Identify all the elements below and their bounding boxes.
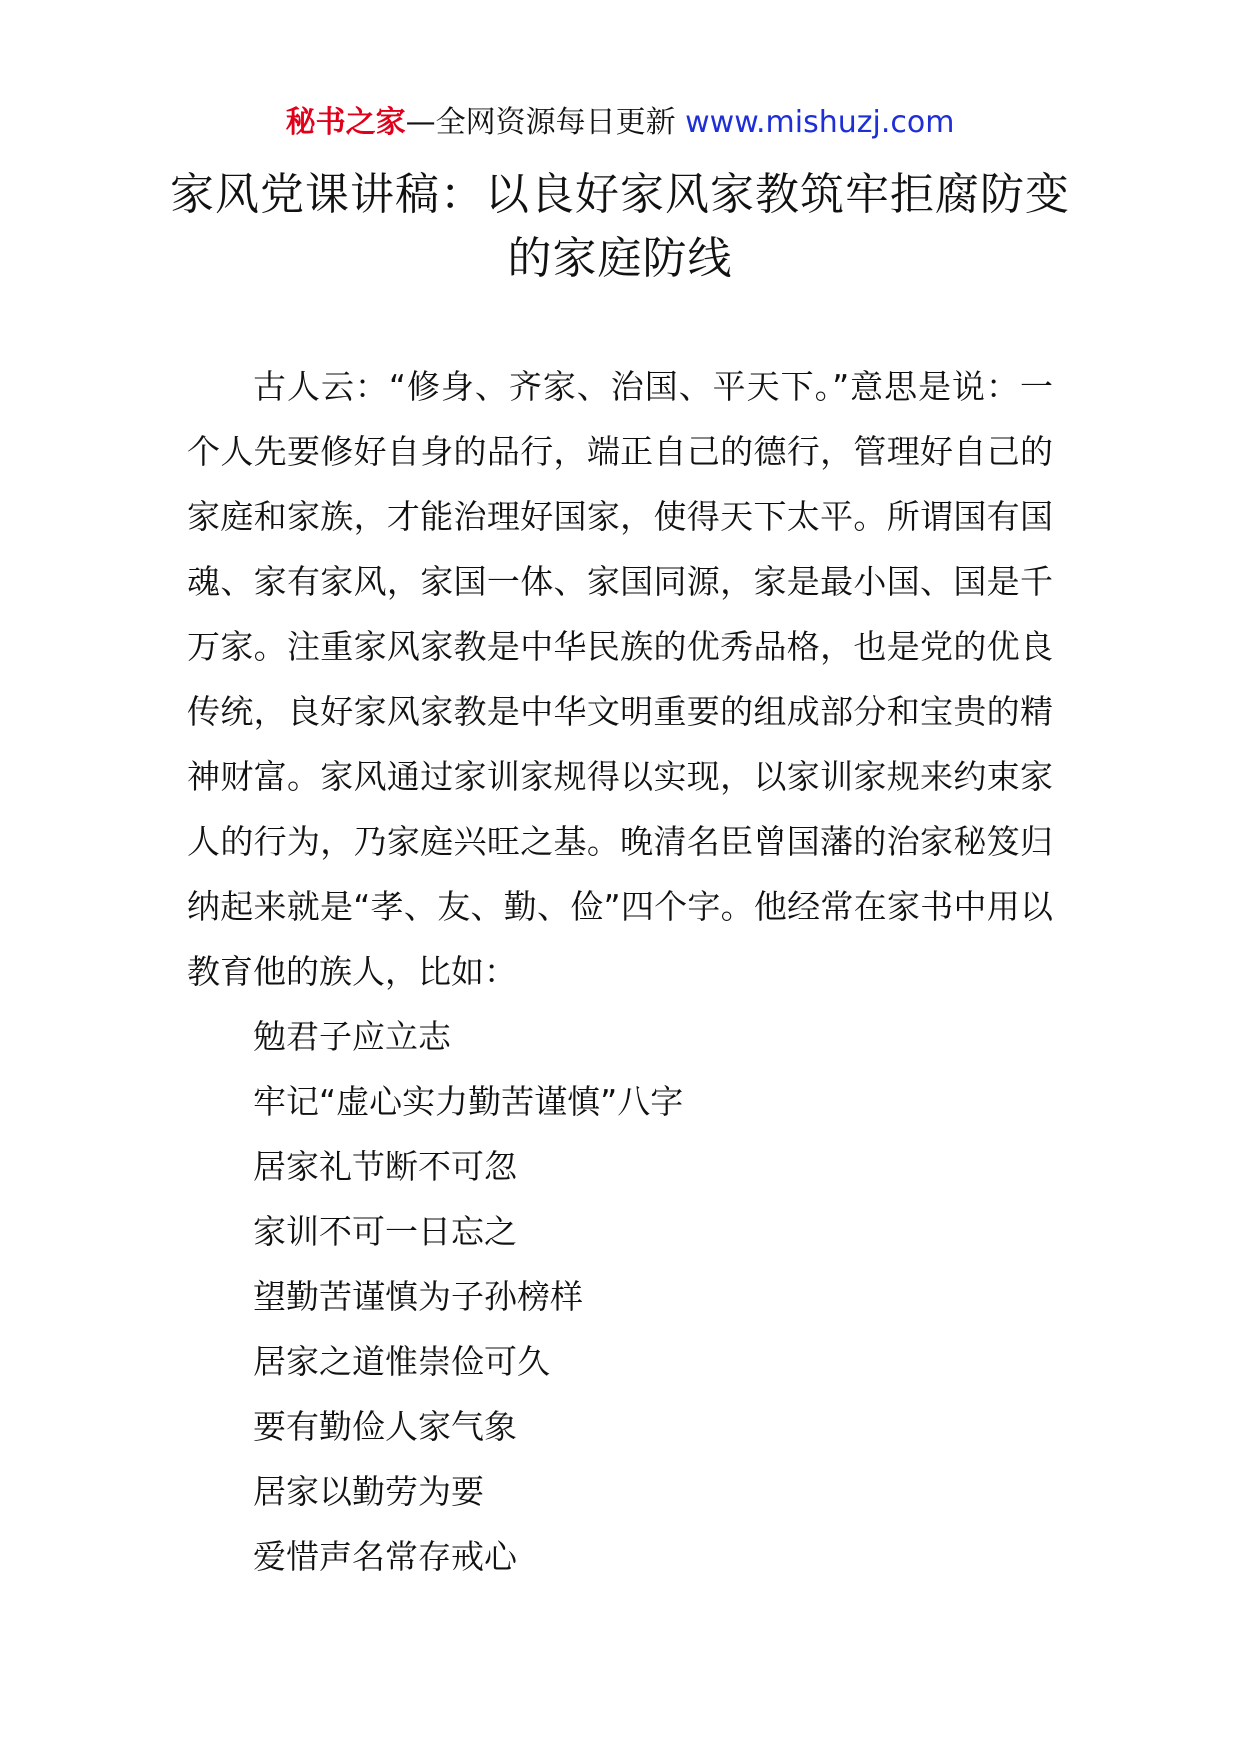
document-body (187, 354, 1053, 1589)
list-item: 要有勤俭人家气象 (253, 1407, 517, 1446)
document-title: 家风党课讲稿：以良好家风家教筑牢拒腐防变的家庭防线 (170, 169, 1070, 284)
list-item: 居家礼节断不可忽 (253, 1147, 517, 1186)
list-item: 家训不可一日忘之 (253, 1212, 517, 1251)
list-item: 牢记“虚心实力勤苦谨慎”八字 (253, 1082, 684, 1121)
site-url-link[interactable]: www.mishuzj.com (685, 105, 955, 140)
list-item: 居家之道惟崇俭可久 (253, 1342, 550, 1381)
site-header (0, 100, 1240, 146)
site-brand: 秘书之家 (285, 105, 406, 140)
list-item: 望勤苦谨慎为子孙榜样 (253, 1277, 583, 1316)
list-item: 居家以勤劳为要 (253, 1472, 484, 1511)
intro-paragraph: 古人云：“修身、齐家、治国、平天下。”意思是说：一个人先要修好自身的品行，端正自己的德行，管理好自己的家庭和家族，才能治理好国家，使得天下太平。所谓国有国魂、家有家风，家国一体、家国同源，家是最小国、国是千万家。注重家风家教是中华民族的优秀品格，也是党的优良传统，良好家风家教是中华文明重要的组成部分和宝贵的精神财富。家风通过家训家规得以实现，以家训家规来约束家人的行为，乃家庭兴旺之基。晚清名臣曾国藩的治家秘笈归纳起来就是“孝、友、勤、俭”四个字。他经常在家书中用以教育他的族人，比如： (187, 367, 1053, 991)
list-item: 爱惜声名常存戒心 (253, 1537, 517, 1576)
list-item: 勉君子应立志 (253, 1017, 451, 1056)
site-slogan: —全网资源每日更新 (405, 105, 676, 140)
